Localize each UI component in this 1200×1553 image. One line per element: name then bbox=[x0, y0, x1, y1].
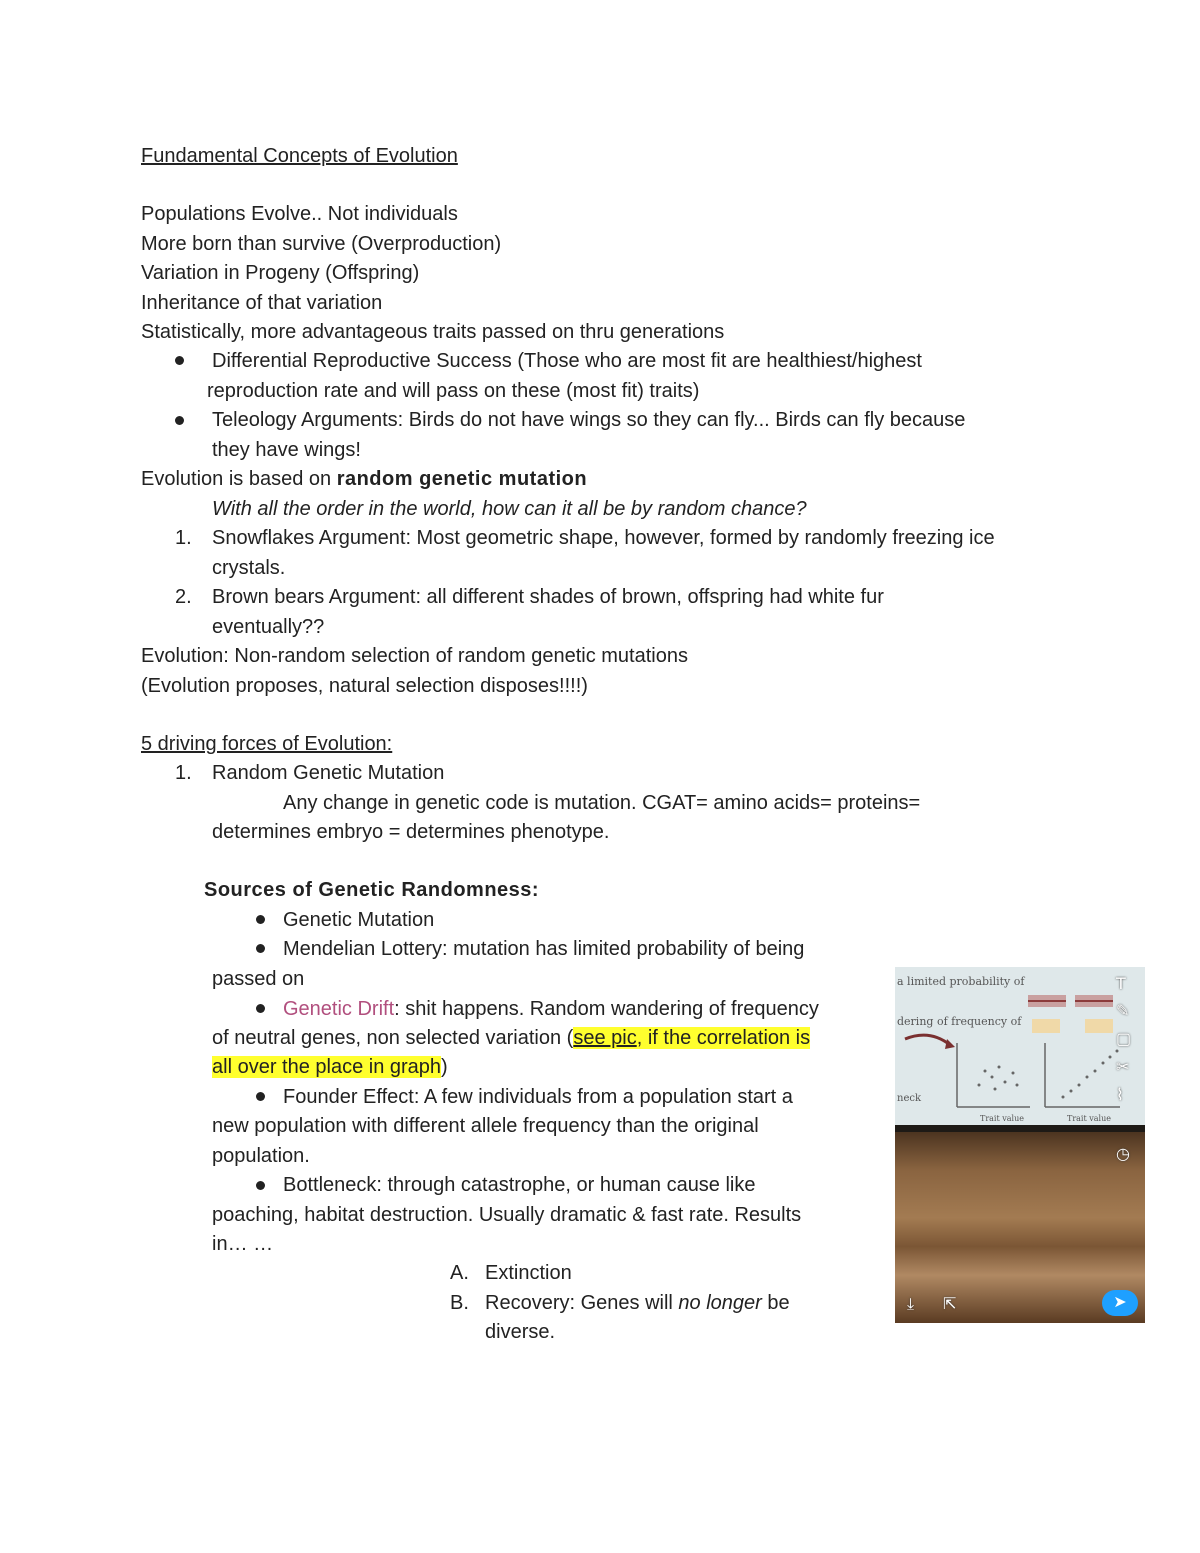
text-icon[interactable]: T bbox=[1116, 974, 1126, 993]
scatter-random bbox=[978, 1066, 1019, 1091]
mutation-prefix: Evolution is based on bbox=[141, 468, 337, 490]
bullet-icon bbox=[256, 915, 265, 924]
source-text: of neutral genes, non selected variation ( bbox=[212, 1027, 574, 1049]
outcome-italic: no longer bbox=[678, 1292, 762, 1314]
genetic-drift-line-3 bbox=[212, 1054, 448, 1080]
projector-screen bbox=[895, 967, 1145, 1132]
intro-line-4: Inheritance of that variation bbox=[141, 292, 383, 314]
source-text: population. bbox=[212, 1145, 310, 1167]
slide-text: neck bbox=[897, 1093, 922, 1104]
list-item-text: crystals. bbox=[212, 557, 286, 579]
send-icon[interactable]: ➤ bbox=[1102, 1290, 1138, 1316]
share-icon[interactable]: ⇱ bbox=[943, 1296, 957, 1313]
source-text: passed on bbox=[212, 968, 305, 990]
chromosome-figures bbox=[1028, 995, 1113, 1033]
bullet-text: Teleology Arguments: Birds do not have wings so they can fly... Birds can fly because bbox=[212, 409, 966, 431]
slide-arrow bbox=[905, 1035, 950, 1045]
list-number: 1. bbox=[175, 527, 192, 549]
source-text: : shit happens. Random wandering of frequency bbox=[394, 998, 819, 1020]
source-text: Founder Effect: A few individuals from a population start a bbox=[283, 1086, 793, 1108]
scissors-icon[interactable]: ✂ bbox=[1116, 1059, 1130, 1076]
list-number: 1. bbox=[175, 762, 192, 784]
outcome-prefix: Recovery: Genes will bbox=[485, 1292, 679, 1314]
outcome-text: diverse. bbox=[485, 1321, 556, 1343]
timer-icon[interactable]: ◷ bbox=[1116, 1146, 1130, 1163]
bullet-icon bbox=[256, 1092, 265, 1101]
bullet-icon bbox=[256, 1004, 265, 1013]
force-label: Random Genetic Mutation bbox=[212, 762, 445, 784]
see-pic-link[interactable]: see pic bbox=[573, 1027, 637, 1049]
mutation-line bbox=[141, 466, 587, 492]
slide-text: dering of frequency of bbox=[897, 1015, 1022, 1028]
bullet-icon bbox=[256, 944, 265, 953]
bullet-text: reproduction rate and will pass on these (most fit) traits) bbox=[207, 380, 700, 402]
list-item-text: Snowflakes Argument: Most geometric shape, however, formed by randomly freezing ice bbox=[212, 527, 995, 549]
closing-line-1: Evolution: Non-random selection of random genetic mutations bbox=[141, 645, 688, 667]
intro-line-5: Statistically, more advantageous traits passed on thru generations bbox=[141, 321, 725, 343]
genetic-drift-line-2 bbox=[212, 1025, 810, 1051]
bullet-icon bbox=[175, 416, 184, 425]
outcome-suffix: be bbox=[761, 1292, 790, 1314]
genetic-drift-term: Genetic Drift bbox=[283, 998, 395, 1020]
intro-line-1: Populations Evolve.. Not individuals bbox=[141, 203, 458, 225]
mutation-bold: random genetic mutation bbox=[336, 468, 588, 490]
source-text: Bottleneck: through catastrophe, or human cause like bbox=[283, 1174, 756, 1196]
genetic-drift-line bbox=[283, 996, 819, 1022]
bullet-text: they have wings! bbox=[212, 439, 361, 461]
source-text: Mendelian Lottery: mutation has limited probability of being bbox=[283, 938, 805, 960]
outcome-text: Extinction bbox=[485, 1262, 572, 1284]
lecture-slide-photo bbox=[895, 967, 1145, 1323]
scatter-correlated bbox=[1062, 1050, 1119, 1099]
download-icon[interactable]: ⤓ bbox=[907, 1296, 915, 1313]
intro-line-3: Variation in Progeny (Offspring) bbox=[141, 262, 420, 284]
slide-text: a limited probability of bbox=[897, 975, 1025, 988]
bullet-icon bbox=[256, 1181, 265, 1190]
sticker-icon[interactable]: ▢ bbox=[1116, 1031, 1132, 1048]
intro-line-2: More born than survive (Overproduction) bbox=[141, 233, 502, 255]
slide-axis-label: Trait value bbox=[980, 1114, 1024, 1123]
source-text: in… … bbox=[212, 1233, 274, 1255]
bullet-text: Differential Reproductive Success (Those who are most fit are healthiest/highest bbox=[212, 350, 922, 372]
pencil-icon[interactable]: ✎ bbox=[1116, 1003, 1130, 1020]
force-desc: Any change in genetic code is mutation. CGAT= amino acids= proteins= bbox=[283, 792, 921, 814]
source-text: new population with different allele frequency than the original bbox=[212, 1115, 759, 1137]
forces-heading: 5 driving forces of Evolution: bbox=[141, 733, 393, 755]
slide-graphics bbox=[895, 967, 1145, 1132]
highlighted-text: , if the correlation is bbox=[636, 1027, 811, 1049]
list-number: 2. bbox=[175, 586, 192, 608]
question-line: With all the order in the world, how can it all be by random chance? bbox=[212, 498, 807, 520]
paperclip-icon[interactable]: ⌇ bbox=[1116, 1087, 1124, 1104]
outcome-text bbox=[485, 1290, 790, 1316]
highlighted-text: all over the place in graph bbox=[212, 1056, 442, 1078]
slide-arrowhead bbox=[945, 1039, 955, 1049]
closing-line-2: (Evolution proposes, natural selection disposes!!!!) bbox=[141, 675, 588, 697]
list-letter: B. bbox=[450, 1292, 469, 1314]
page-title: Fundamental Concepts of Evolution bbox=[141, 145, 458, 167]
list-letter: A. bbox=[450, 1262, 469, 1284]
list-item-text: eventually?? bbox=[212, 616, 325, 638]
source-text: ) bbox=[441, 1056, 448, 1078]
bullet-icon bbox=[175, 356, 184, 365]
source-text: poaching, habitat destruction. Usually dramatic & fast rate. Results bbox=[212, 1204, 802, 1226]
slide-axis-label: Trait value bbox=[1067, 1114, 1111, 1123]
force-desc: determines embryo = determines phenotype. bbox=[212, 821, 610, 843]
source-text: Genetic Mutation bbox=[283, 909, 435, 931]
sources-heading: Sources of Genetic Randomness: bbox=[204, 879, 540, 901]
list-item-text: Brown bears Argument: all different shades of brown, offspring had white fur bbox=[212, 586, 884, 608]
